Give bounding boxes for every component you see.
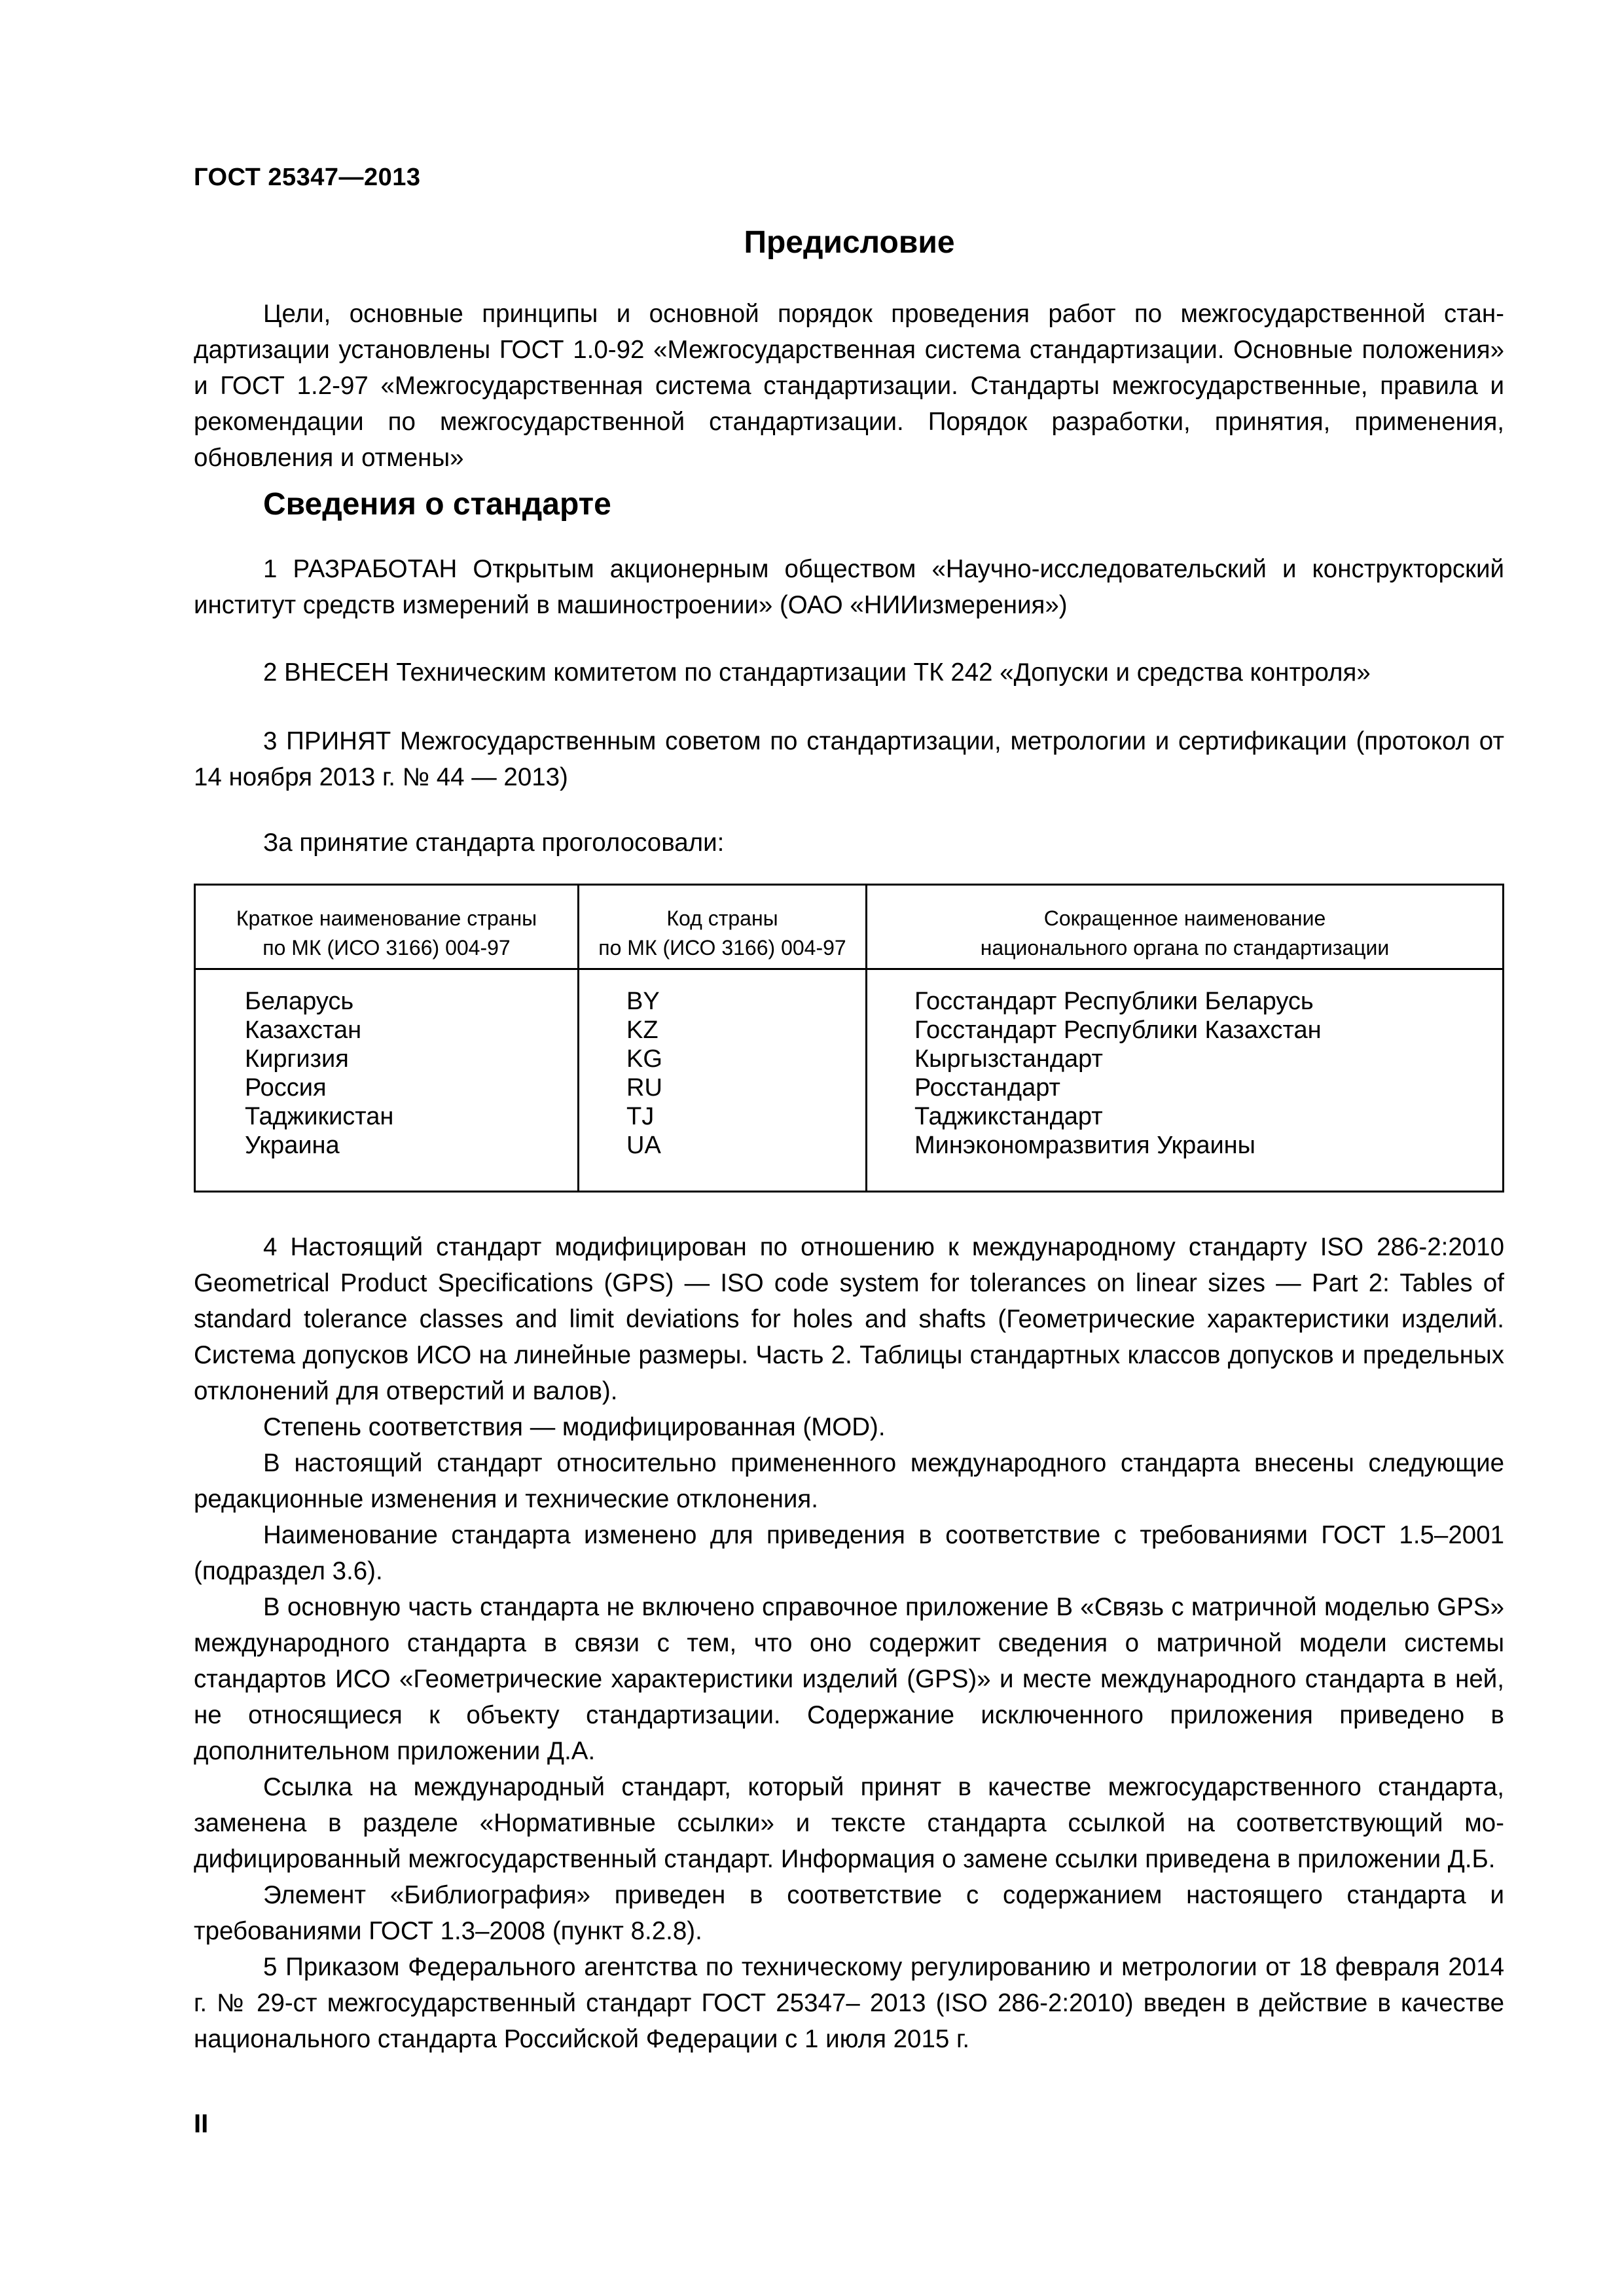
table-header-body: Сокращенное наименование национального органа по стандартизации	[980, 906, 1390, 960]
table-cell-country: Россия	[245, 1074, 327, 1102]
item4-paragraph-7: Элемент «Библиография» приведен в соответствие с содержанием настоящего стандарта и требованиями ГОСТ 1.3–2008 (пункт 8.2.8).	[194, 1881, 1504, 1945]
table-cell-country: Украина	[245, 1132, 340, 1159]
item4-block	[194, 1229, 1504, 1949]
item4-paragraph-5: В основную часть стандарта не включено справочное приложение В «Связь с матричной моделью GPS» международного стандарта в связи с тем, что оно содержит сведения о матричной модели системы стандартов ИСО «Геометрические характеристики изделий (GPS)» и месте международного стандарта в ней, не относящиеся к объекту стандартизации. Содержание исключенного приложения приведено в дополнительном приложении Д.А.	[194, 1593, 1504, 1765]
item4-paragraph-1: 4 Настоящий стандарт модифицирован по отношению к международному стандарту ISO 286-2:2010 Geometrical Product Specifications (GPS) — ISO code system for tolerances on linear sizes — Part 2: Tables of standard tolerance classes and limit deviations for holes and shafts (Геометрические характеристики изделий. Система допусков ИСО на линейные размеры. Часть 2. Таблицы стандартных классов допусков и предельных отклонений для отверстий и валов).	[194, 1233, 1504, 1405]
item4-paragraph-4: Наименование стандарта изменено для приведения в соответствие с требованиями ГОСТ 1.5–2001 (подраздел 3.6).	[194, 1521, 1504, 1585]
table-cell-country: Беларусь	[245, 988, 354, 1015]
table-cell-code: TJ	[626, 1103, 655, 1130]
table-cell-code: BY	[626, 988, 660, 1015]
table-cell-body: Госстандарт Республики Казахстан	[914, 1016, 1322, 1044]
introduced-by-paragraph: 2 ВНЕСЕН Техническим комитетом по стандартизации ТК 242 «Допуски и средства контроля»	[263, 658, 1371, 687]
table-cell-code: KG	[626, 1045, 662, 1073]
item5-paragraph: 5 Приказом Федерального агентства по техническому регулированию и метрологии от 18 февраля 2014 г. № 29-ст межгосударственный стандарт ГОСТ 25347– 2013 (ISO 286-2:2010) введен в действие в качестве национального стандарта Российской Федерации с 1 июля 2015 г.	[194, 1953, 1504, 2053]
adopted-by-paragraph: 3 ПРИНЯТ Межгосударственным советом по стандартизации, метрологии и сертификации (протокол от 14 ноября 2013 г. № 44 — 2013)	[194, 727, 1504, 791]
developed-by-paragraph: 1 РАЗРАБОТАН Открытым акционерным обществом «Научно-исследовательский и конструкторский институт средств измерений в машиностроении» (ОАО «НИИизмерения»)	[194, 555, 1504, 619]
table-cell-code: UA	[626, 1132, 661, 1159]
table-cell-country: Киргизия	[245, 1045, 349, 1073]
foreword-paragraph: Цели, основные принципы и основной порядок проведения работ по межгосударственной стандартизации установлены ГОСТ 1.0-92 «Межгосударственная система стандартизации. Основные положения» и ГОСТ 1.2-97 «Межгосударственная система стандартизации. Стандарты межгосударственные, правила и рекомендации по межгосударственной стандартизации. Порядок разработки, принятия, применения, обновления и отмены»	[194, 300, 1504, 472]
table-cell-country: Таджикистан	[245, 1103, 394, 1130]
item4-paragraph-6: Ссылка на международный стандарт, который принят в качестве межгосударственного стандарта, заменена в разделе «Нормативные ссылки» и тексте стандарта ссылкой на соответствующий модифицированный межгосударственный стандарт. Информация о замене ссылки приведена в приложении Д.Б.	[194, 1773, 1504, 1873]
page-number: II	[194, 2109, 209, 2138]
voted-intro: За принятие стандарта проголосовали:	[263, 829, 725, 857]
table-cell-body: Госстандарт Республики Беларусь	[914, 988, 1314, 1015]
table-cell-body: Росстандарт	[914, 1074, 1060, 1102]
document-code: ГОСТ 25347—2013	[194, 164, 421, 191]
item4-paragraph-3: В настоящий стандарт относительно примененного международного стандарта внесены следующие редакционные изменения и технические отклонения.	[194, 1449, 1504, 1513]
table-cell-code: KZ	[626, 1016, 659, 1044]
table-cell-code: RU	[626, 1074, 662, 1102]
table-column-bodies	[914, 987, 1322, 1160]
foreword-title: Предисловие	[744, 225, 955, 260]
table-cell-country: Казахстан	[245, 1016, 362, 1044]
table-cell-body: Минэкономразвития Украины	[914, 1132, 1255, 1159]
standard-info-title: Сведения о стандарте	[263, 487, 611, 522]
table-cell-body: Таджикстандарт	[914, 1103, 1103, 1130]
table-column-countries	[245, 987, 393, 1160]
item4-paragraph-2: Степень соответствия — модифицированная (MOD).	[263, 1413, 886, 1441]
table-header-country: Краткое наименование страны по МК (ИСО 3166) 004-97	[236, 906, 537, 960]
table-column-codes	[626, 987, 662, 1160]
table-header-code: Код страны по МК (ИСО 3166) 004-97	[598, 906, 846, 960]
table-cell-body: Кыргызстандарт	[914, 1045, 1103, 1073]
table-header-divider	[196, 968, 1502, 970]
voting-table	[194, 884, 1504, 1193]
